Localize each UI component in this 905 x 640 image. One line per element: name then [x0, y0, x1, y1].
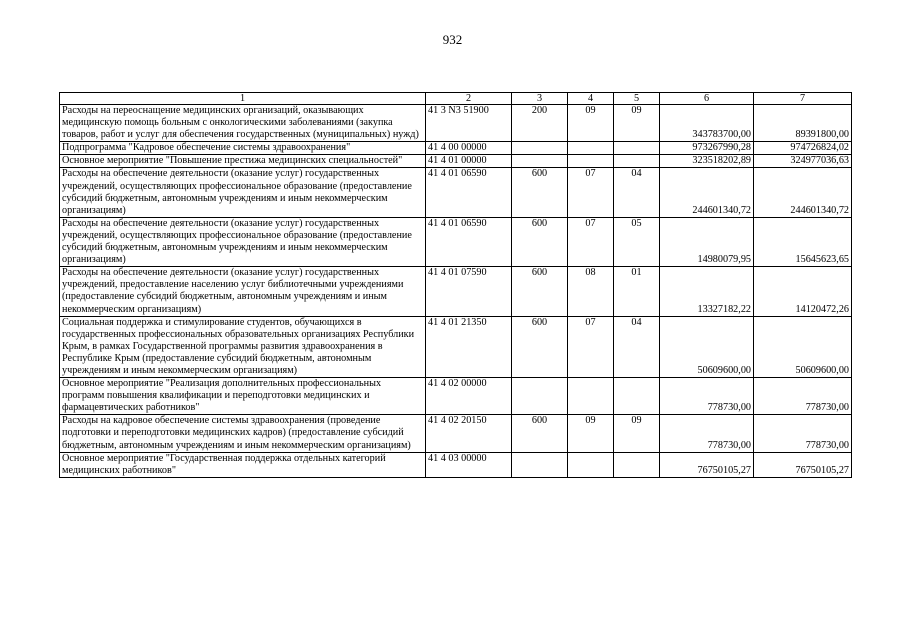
expense-type-cell: 600 — [512, 415, 568, 452]
code-cell: 41 4 02 20150 — [426, 415, 512, 452]
header-cell: 6 — [660, 93, 754, 105]
subsection-cell — [614, 378, 660, 415]
table-row — [60, 378, 852, 415]
amount-cell-2: 50609600,00 — [754, 316, 852, 377]
expense-type-cell — [512, 452, 568, 477]
code-cell: 41 4 01 00000 — [426, 155, 512, 168]
name-cell: Основное мероприятие "Повышение престижа медицинских специальностей" — [60, 155, 426, 168]
code-cell: 41 3 N3 51900 — [426, 105, 512, 142]
name-cell: Расходы на обеспечение деятельности (оказание услуг) государственных учреждений, осуществляющих профессиональное образование (предоставление субсидий бюджетным, автономным учреждениям и иным некоммерческим организациям) — [60, 217, 426, 266]
table-row — [60, 415, 852, 452]
name-cell: Подпрограмма "Кадровое обеспечение системы здравоохранения" — [60, 142, 426, 155]
subsection-cell: 09 — [614, 105, 660, 142]
subsection-cell — [614, 142, 660, 155]
expense-type-cell — [512, 142, 568, 155]
name-cell: Расходы на кадровое обеспечение системы здравоохранения (проведение подготовки и переподготовки медицинских кадров) (предоставление субсидий бюджетным, автономным учреждениям и иным некоммерческим организациям) — [60, 415, 426, 452]
subsection-cell — [614, 452, 660, 477]
section-cell — [568, 142, 614, 155]
code-cell: 41 4 02 00000 — [426, 378, 512, 415]
subsection-cell: 04 — [614, 316, 660, 377]
header-cell: 1 — [60, 93, 426, 105]
name-cell: Основное мероприятие "Государственная поддержка отдельных категорий медицинских работников" — [60, 452, 426, 477]
expense-type-cell — [512, 378, 568, 415]
table-row — [60, 155, 852, 168]
amount-cell-1: 50609600,00 — [660, 316, 754, 377]
code-cell: 41 4 01 07590 — [426, 267, 512, 316]
name-cell: Расходы на переоснащение медицинских организаций, оказывающих медицинскую помощь больным с онкологическими заболеваниями (закупка товаров, работ и услуг для обеспечения государственных (муниципальных) нужд) — [60, 105, 426, 142]
amount-cell-2: 778730,00 — [754, 378, 852, 415]
subsection-cell: 04 — [614, 168, 660, 217]
name-cell: Социальная поддержка и стимулирование студентов, обучающихся в государственных профессиональных образовательных организациях Республики Крым, в рамках Государственной программы развития здравоохранения в Республике Крым (предоставление субсидий бюджетным, автономным учреждениям и иным некоммерческим организациям) — [60, 316, 426, 377]
amount-cell-2: 974726824,02 — [754, 142, 852, 155]
table-row — [60, 316, 852, 377]
header-cell: 2 — [426, 93, 512, 105]
name-cell: Расходы на обеспечение деятельности (оказание услуг) государственных учреждений, осуществляющих профессиональное образование (предоставление субсидий бюджетным, автономным учреждениям и иным некоммерческим организациям) — [60, 168, 426, 217]
code-cell: 41 4 01 06590 — [426, 168, 512, 217]
subsection-cell: 01 — [614, 267, 660, 316]
table-row — [60, 168, 852, 217]
section-cell: 09 — [568, 415, 614, 452]
expense-type-cell: 600 — [512, 168, 568, 217]
section-cell: 07 — [568, 316, 614, 377]
amount-cell-2: 76750105,27 — [754, 452, 852, 477]
subsection-cell: 09 — [614, 415, 660, 452]
code-cell: 41 4 00 00000 — [426, 142, 512, 155]
code-cell: 41 4 01 21350 — [426, 316, 512, 377]
amount-cell-2: 778730,00 — [754, 415, 852, 452]
amount-cell-1: 323518202,89 — [660, 155, 754, 168]
section-cell: 07 — [568, 217, 614, 266]
amount-cell-1: 778730,00 — [660, 415, 754, 452]
amount-cell-2: 244601340,72 — [754, 168, 852, 217]
page-number: 932 — [442, 32, 463, 47]
code-cell: 41 4 03 00000 — [426, 452, 512, 477]
header-cell: 4 — [568, 93, 614, 105]
table-row — [60, 452, 852, 477]
table-row — [60, 105, 852, 142]
expense-type-cell: 600 — [512, 316, 568, 377]
header-row — [60, 93, 852, 105]
table-row — [60, 142, 852, 155]
amount-cell-2: 14120472,26 — [754, 267, 852, 316]
amount-cell-1: 343783700,00 — [660, 105, 754, 142]
subsection-cell: 05 — [614, 217, 660, 266]
table-row — [60, 267, 852, 316]
expense-type-cell: 200 — [512, 105, 568, 142]
expense-type-cell: 600 — [512, 267, 568, 316]
amount-cell-2: 15645623,65 — [754, 217, 852, 266]
amount-cell-2: 89391800,00 — [754, 105, 852, 142]
name-cell: Расходы на обеспечение деятельности (оказание услуг) государственных учреждений, предоставление населению услуг библиотечными учреждениями (предоставление субсидий бюджетным, автономным учреждениям и иным некоммерческим организациям) — [60, 267, 426, 316]
expense-type-cell: 600 — [512, 217, 568, 266]
header-cell: 7 — [754, 93, 852, 105]
section-cell: 08 — [568, 267, 614, 316]
expense-type-cell — [512, 155, 568, 168]
name-cell: Основное мероприятие "Реализация дополнительных профессиональных программ повышения квалификации и переподготовки медицинских и фармацевтических работников" — [60, 378, 426, 415]
section-cell: 07 — [568, 168, 614, 217]
code-cell: 41 4 01 06590 — [426, 217, 512, 266]
amount-cell-1: 76750105,27 — [660, 452, 754, 477]
header-cell: 5 — [614, 93, 660, 105]
amount-cell-1: 13327182,22 — [660, 267, 754, 316]
table-body — [60, 93, 852, 478]
section-cell — [568, 452, 614, 477]
amount-cell-1: 14980079,95 — [660, 217, 754, 266]
section-cell: 09 — [568, 105, 614, 142]
section-cell — [568, 155, 614, 168]
amount-cell-1: 244601340,72 — [660, 168, 754, 217]
amount-cell-2: 324977036,63 — [754, 155, 852, 168]
amount-cell-1: 973267990,28 — [660, 142, 754, 155]
budget-table — [59, 92, 852, 478]
table-row — [60, 217, 852, 266]
subsection-cell — [614, 155, 660, 168]
section-cell — [568, 378, 614, 415]
header-cell: 3 — [512, 93, 568, 105]
amount-cell-1: 778730,00 — [660, 378, 754, 415]
